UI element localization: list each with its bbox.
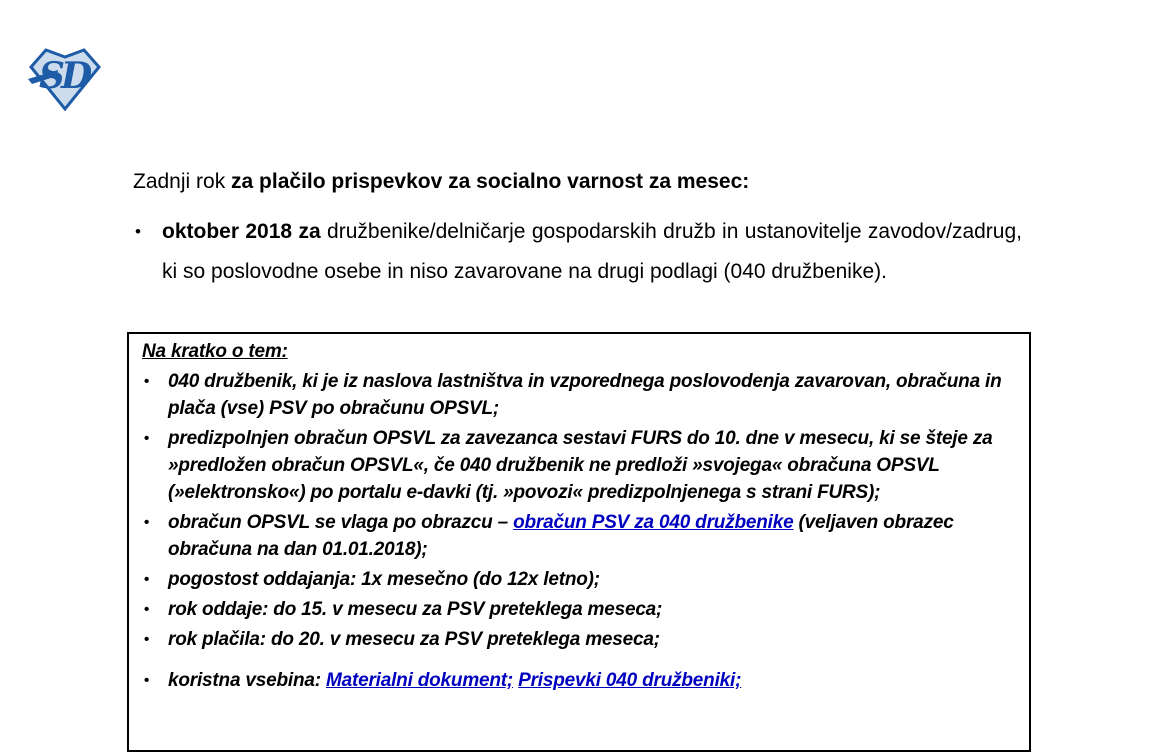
text-segment: rok oddaje: do 15. v mesecu za PSV preteklega meseca; [168, 599, 663, 620]
list-item-text [168, 626, 1023, 653]
summary-box-title: Na kratko o tem: [142, 341, 288, 362]
deadline-text [162, 212, 1031, 292]
list-item-text [168, 425, 1023, 506]
link-prispevki-040-druzbeniki[interactable]: Prispevki 040 družbeniki; [518, 670, 742, 691]
bullet-icon: • [135, 222, 141, 241]
page-title-bold: za plačilo prispevkov za socialno varnost za mesec: [231, 170, 750, 193]
list-item-text [168, 596, 1023, 623]
box-list [141, 368, 1023, 694]
bullet-icon: • [144, 571, 150, 588]
bullet-icon: • [144, 373, 150, 390]
link-obracun-psv-za-040-druzbenike[interactable]: obračun PSV za 040 družbenike [513, 512, 794, 533]
page-title [133, 169, 1031, 195]
text-segment: pogostost oddajanja: 1x mesečno (do 12x letno); [168, 569, 600, 590]
text-segment: obračun OPSVL se vlaga po obrazcu – [168, 512, 514, 533]
bullet-icon: • [144, 672, 150, 689]
text-segment: koristna vsebina: [168, 670, 326, 691]
list-item [141, 566, 1023, 593]
deadline-month-bold: oktober 2018 za [162, 220, 321, 243]
deadline-paragraph [133, 212, 1031, 292]
text-segment: (veljaven obrazec obračuna na dan 01.01.2018); [168, 512, 954, 560]
page-title-regular: Zadnji rok [133, 170, 232, 193]
bullet-icon: • [144, 631, 150, 648]
text-segment: 040 družbenik, ki je iz naslova lastništva in vzporednega poslovodenja zavarovan, obračuna in plača (vse) PSV po obračunu OPSVL; [168, 371, 1002, 419]
list-item-text [168, 368, 1023, 422]
bullet-icon: • [144, 430, 150, 447]
list-item [141, 626, 1023, 653]
list-item-text [168, 509, 1023, 563]
text-segment: rok plačila: do 20. v mesecu za PSV preteklega meseca; [168, 629, 660, 650]
link-materialni-dokument[interactable]: Materialni dokument; [325, 670, 514, 691]
list-item [141, 509, 1023, 563]
list-item-text [168, 667, 1023, 694]
list-item [141, 425, 1023, 506]
logo-letters: SD [39, 55, 89, 97]
bullet-icon: • [144, 514, 150, 531]
list-item-text [168, 566, 1023, 593]
bullet-icon: • [144, 601, 150, 618]
list-item [141, 667, 1023, 694]
text-segment: predizpolnjen obračun OPSVL za zavezanca sestavi FURS do 10. dne v mesecu, ki se šteje za »predložen obračun OPSVL«, če 040 družbenik ne predloži »svojega« obračuna OPSVL (»elektronsko«) po portalu e-davki (tj. »povozi« predizpolnjenega s strani FURS); [168, 428, 993, 503]
list-item [141, 368, 1023, 422]
summary-box [127, 332, 1031, 752]
list-item [141, 596, 1023, 623]
deadline-rest: družbenike/delničarje gospodarskih družb in ustanovitelje zavodov/zadrug, ki so poslovodne osebe in niso zavarovane na drugi podlagi (040 družbenike). [162, 220, 1022, 283]
